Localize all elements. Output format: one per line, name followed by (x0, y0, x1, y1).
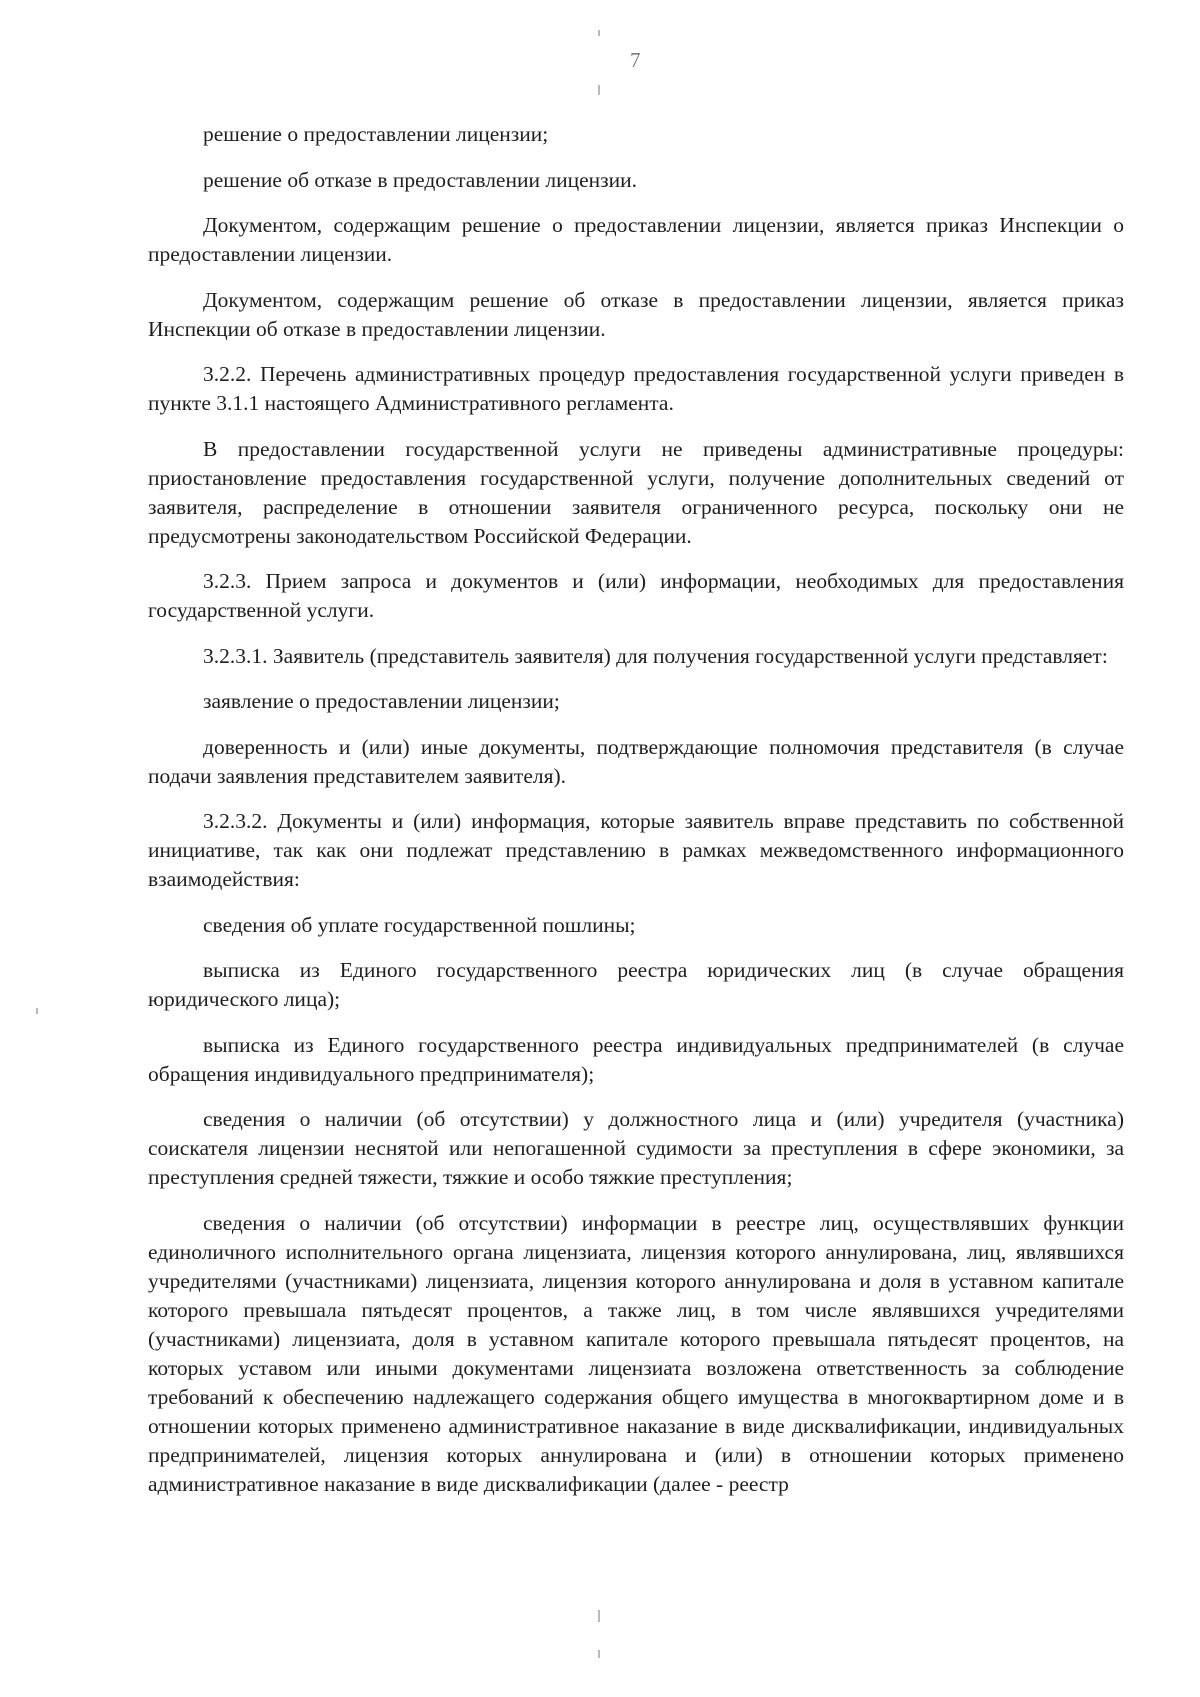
scan-speck (598, 1610, 600, 1622)
paragraph-decision-granted: решение о предоставлении лицензии; (203, 122, 549, 146)
paragraph-not-included-procedures: В предоставлении государственной услуги не приведены административные процедуры: приостановление предоставления государственной услуги, получение дополнительных сведений от заявителя, распределение в отношении заявителя ограниченного ресурса, поскольку они не предусмотрены законодательством Российской Федерации. (148, 436, 1124, 548)
paragraph-disqualified-registry: сведения о наличии (об отсутствии) информации в реестре лиц, осуществлявших функции единоличного исполнительного органа лицензиата, лицензия которого аннулирована, лиц, являвшихся учредителями (участниками) лицензиата, лицензия которого аннулирована и доля в уставном капитале которого превышала пятьдесят процентов, а также лиц, в том числе являвшихся учредителями (участниками) лицензиата, доля в уставном капитале которого превышала пятьдесят процентов, на которых уставом или иными документами лицензиата возложена ответственность за соблюдение требований к обеспечению надлежащего содержания общего имущества в многоквартирном доме и в отношении которых применено административное наказание в виде дисквалификации, индивидуальных предпринимателей, лицензия которых аннулирована и (или) в отношении которых применено административное наказание в виде дисквалификации (далее - реестр (148, 1210, 1124, 1496)
paragraph-3-2-3-2: 3.2.3.2. Документы и (или) информация, которые заявитель вправе представить по собственной инициативе, так как они подлежат представлению в рамках межведомственного информационного взаимодействия: (148, 809, 1124, 891)
paragraph-application: заявление о предоставлении лицензии; (203, 689, 560, 713)
paragraph-egrul-extract: выписка из Единого государственного реестра юридических лиц (в случае обращения юридического лица); (148, 958, 1124, 1011)
paragraph-3-2-3-1: 3.2.3.1. Заявитель (представитель заявителя) для получения государственной услуги представляет: (203, 643, 1108, 668)
scan-speck (598, 30, 600, 36)
paragraph-3-2-2: 3.2.2. Перечень административных процедур предоставления государственной услуги приведен в пункте 3.1.1 настоящего Административного регламента. (148, 362, 1124, 415)
paragraph-3-2-3: 3.2.3. Прием запроса и документов и (или) информации, необходимых для предоставления государственной услуги. (148, 569, 1124, 622)
page-number: 7 (630, 48, 641, 72)
scan-speck (36, 1008, 38, 1014)
document-body (148, 120, 1124, 1499)
paragraph-decision-refused: решение об отказе в предоставлении лицензии. (203, 167, 638, 192)
scan-speck (598, 85, 600, 95)
paragraph-power-of-attorney: доверенность и (или) иные документы, подтверждающие полномочия представителя (в случае подачи заявления представителем заявителя). (148, 734, 1124, 788)
scan-speck (598, 1650, 600, 1658)
paragraph-order-refused: Документом, содержащим решение об отказе в предоставлении лицензии, является приказ Инспекции об отказе в предоставлении лицензии. (148, 287, 1124, 341)
paragraph-egrip-extract: выписка из Единого государственного реестра индивидуальных предпринимателей (в случае обращения индивидуального предпринимателя); (148, 1032, 1124, 1086)
paragraph-order-granted: Документом, содержащим решение о предоставлении лицензии, является приказ Инспекции о предоставлении лицензии. (148, 213, 1124, 266)
paragraph-state-duty: сведения об уплате государственной пошлины; (203, 912, 636, 937)
paragraph-criminal-record: сведения о наличии (об отсутствии) у должностного лица и (или) учредителя (участника) соискателя лицензии неснятой или непогашенной судимости за преступления в сфере экономики, за преступления средней тяжести, тяжкие и особо тяжкие преступления; (148, 1107, 1124, 1189)
